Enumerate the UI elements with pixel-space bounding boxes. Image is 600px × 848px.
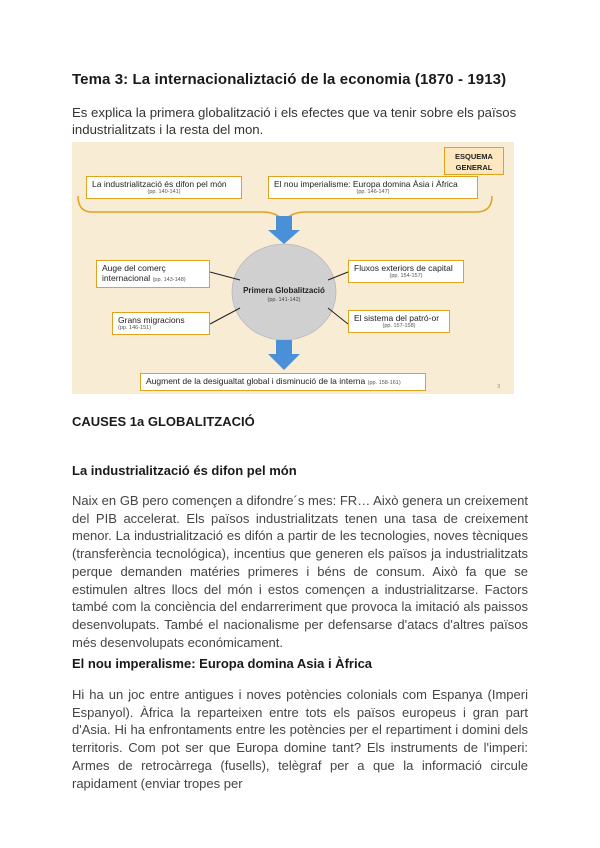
box-imperialisme: El nou imperialisme: Europa domina Àsia i Àfrica (pp. 146-147) (268, 176, 478, 199)
section1-heading: La industrialització és difon pel món (72, 463, 297, 478)
scheme-diagram (72, 142, 514, 394)
section2-heading: El nou imperalisme: Europa domina Asia i Àfrica (72, 656, 373, 671)
box-desigualtat: Augment de la desigualtat global i disminució de la interna (pp. 158-161) (140, 373, 426, 391)
down-arrow-bottom (268, 340, 300, 370)
box-fluxos: Fluxos exteriors de capital (pp. 154-157) (348, 260, 464, 283)
line-patro (328, 308, 348, 324)
intro-text: Es explica la primera globalització i els efectes que va tenir sobre els països industrialitzats i la resta del mon. (72, 105, 517, 137)
center-label: Primera Globalització (243, 286, 325, 295)
box-migracions: Grans migracions (pp. 146-151) (112, 312, 210, 335)
box-patro-or: El sistema del patró-or (pp. 157-158) (348, 310, 450, 333)
slide-number: 3 (497, 384, 500, 390)
section1-text: Naix en GB pero començen a difondre´s mes: FR… Això genera un creixement del PIB accelerat. Els països industrialitzats tenen una tasa de creixement menor. La industrialització es difón a partir de les tecnologies, noves tècniques (transferència tecnológica), incentius que generen els països ja industrialitzats perque demanden matéries primeres i béns de consum. Això fa que se estimulen altres llocs del món i estos començen a industrialitzarse. Factors també com la conciència del endarreriment que provoca la imitació als paissos desenvolupats. També el nacionalisme per defensarse d'atacs d'altres països més desenvolupats económicament. (72, 493, 528, 650)
section2-text: Hi ha un joc entre antigues i noves potències colonials com Espanya (Imperi Espanyol). Àfrica la reparteixen entre tots els països europeus i gran part d'Asia. Hi ha enfrontaments entre les potències per el repartiment i domini dels territoris. Com pot ser que Europa domine tant? Els instruments de l'imperi: Armes de retrocàrrega (fusells), telègraf per a que la informació circule rapidament (enviar tropes per (72, 687, 528, 791)
page-title: Tema 3: La internacionaliztació de la economia (1870 - 1913) (72, 71, 507, 88)
line-migracions (210, 308, 240, 324)
causes-heading: CAUSES 1a GLOBALITZACIÓ (72, 414, 255, 429)
esquema-general-label: ESQUEMA GENERAL (444, 147, 504, 175)
box-industrialitzacio: La industrialització és difon pel món (pp. 140-141) (86, 176, 242, 199)
down-arrow-top (268, 216, 300, 244)
box-comerc: Auge del comerç internacional (pp. 143-148) (96, 260, 210, 288)
center-pages: (pp. 141-142) (267, 297, 301, 303)
